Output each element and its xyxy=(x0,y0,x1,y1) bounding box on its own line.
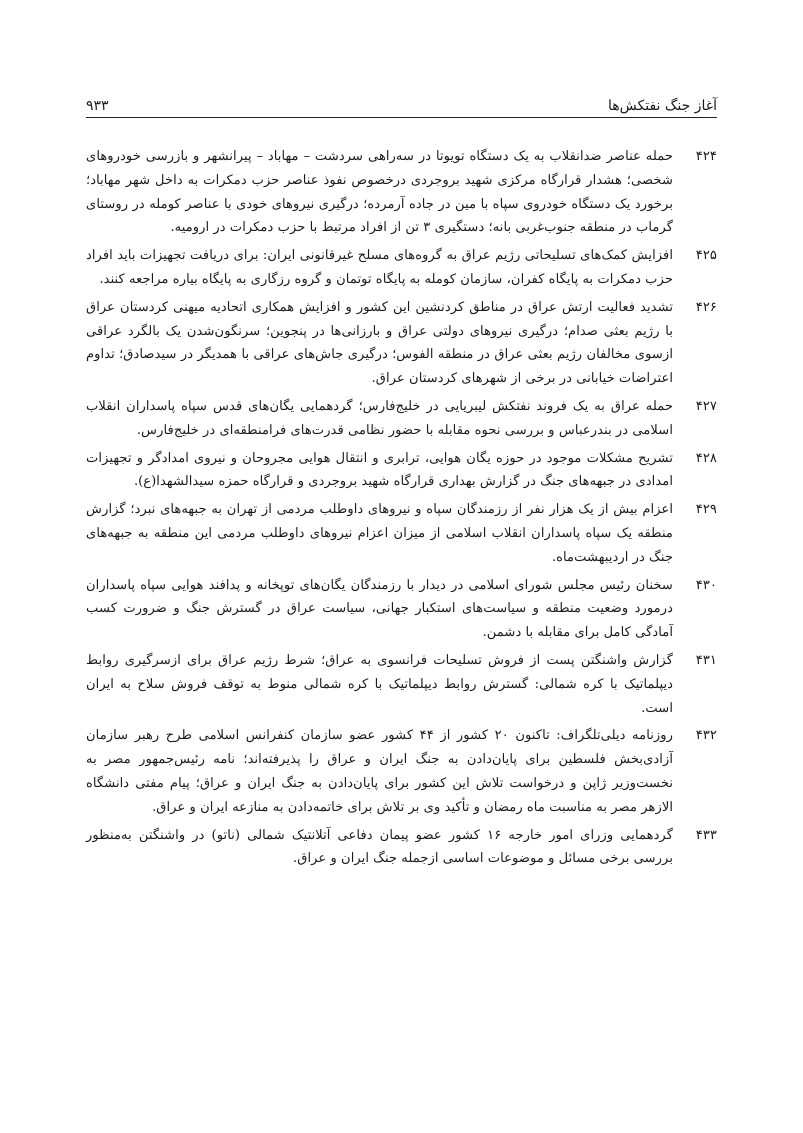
entry-text: حمله عراق به یک فروند نفتکش لیبریایی در خلیج‌فارس؛ گردهمایی یگان‌های قدس سپاه پاسداران انقلاب اسلامی در بندرعباس و بررسی نحوه مقابله با حضور نظامی قدرت‌های فرامنطقه‌ای در خلیج‌فارس. xyxy=(86,398,673,438)
entry-text: روزنامه دیلی‌تلگراف: تاکنون ۲۰ کشور از ۴۴ کشور عضو سازمان کنفرانس اسلامی طرح رهبر سازمان آزادی‌بخش فلسطین برای پایان‌دادن به جنگ ایران و عراق را پذیرفته‌اند؛ نامه رئیس‌جمهور مصر به نخست‌وزیر ژاپن و درخواست تلاش این کشور برای پایان‌دادن به جنگ ایران و عراق؛ پیام مفتی دانشگاه الازهر مصر به مناسبت ماه رمضان و تأکید وی بر تلاش برای خاتمه‌دادن به منازعه ایران و عراق. xyxy=(86,728,673,815)
entry-text: حمله عناصر ضدانقلاب به یک دستگاه تویوتا در سه‌راهی سردشت – مهاباد – پیرانشهر و بازرسی خودروهای شخصی؛ هشدار قرارگاه مرکزی شهید بروجردی درخصوص نفوذ عناصر حزب دمکرات به داخل شهر مهاباد؛ برخورد یک دستگاه خودروی سپاه با مین در جاده آرمرده؛ درگیری نیروهای خودی با عناصر کومله در روستای گرماب در منطقه جنوب‌غربی بانه؛ دستگیری ۳ تن از افراد مرتبط با حزب دمکرات در ارومیه. xyxy=(86,149,673,236)
chronology-entry xyxy=(86,296,717,391)
chronology-entry xyxy=(86,145,717,240)
entry-text: تشدید فعالیت ارتش عراق در مناطق کردنشین این کشور و افزایش همکاری اتحادیه میهنی کردستان عراق با رژیم بعثی صدام؛ درگیری نیروهای دولتی عراق و بارزانی‌ها در پنجوین؛ سرنگون‌شدن یک بالگرد عراقی ازسوی مخالفان رژیم بعثی عراق در منطقه الفوس؛ درگیری جاش‌های عراقی با همدیگر در سیدصادق؛ تداوم اعتراضات خیابانی در برخی از شهرهای کردستان عراق. xyxy=(86,299,673,387)
chronology-entry xyxy=(86,498,717,569)
entry-text: گردهمایی وزرای امور خارجه ۱۶ کشور عضو پیمان دفاعی آتلانتیک شمالی (ناتو) در واشنگتن به‌منظور بررسی برخی مسائل و موضوعات اساسی ازجمله جنگ ایران و عراق. xyxy=(86,827,673,867)
page-number: ۹۳۳ xyxy=(86,98,109,114)
chronology-entry xyxy=(86,395,717,443)
chronology-entry xyxy=(86,824,717,872)
entry-text: گزارش واشنگتن پست از فروش تسلیحات فرانسوی به عراق؛ شرط رژیم عراق برای ازسرگیری روابط دیپلماتیک با کره شمالی: گسترش روابط دیپلماتیک با کره شمالی منوط به توقف فروش سلاح به ایران است. xyxy=(86,652,673,716)
entry-text: سخنان رئیس مجلس شورای اسلامی در دیدار با رزمندگان یگان‌های توپخانه و پدافند هوایی سپاه پاسداران درمورد وضعیت منطقه و سیاست‌های استکبار جهانی، سیاست عراق در گسترش جنگ و ضرورت کسب آمادگی کامل برای مقابله با دشمن. xyxy=(86,577,673,641)
entry-number: ۴۲۵ xyxy=(695,248,717,264)
chapter-title: آغاز جنگ نفتکش‌ها xyxy=(608,98,717,114)
chronology-list xyxy=(86,145,717,875)
entry-number: ۴۲۹ xyxy=(695,502,717,518)
entry-number: ۴۳۲ xyxy=(695,728,717,744)
header-divider xyxy=(86,117,717,118)
entry-text: اعزام بیش از یک هزار نفر از رزمندگان سپاه و نیروهای داوطلب مردمی از تهران به جبهه‌های نبرد؛ گزارش منطقه یک سپاه پاسداران انقلاب اسلامی از میزان اعزام نیروهای داوطلب مردمی این منطقه به جبهه‌های جنگ در اردیبهشت‌ماه. xyxy=(86,502,673,565)
chronology-entry xyxy=(86,574,717,645)
chronology-entry xyxy=(86,447,717,495)
entry-number: ۴۳۳ xyxy=(695,827,717,843)
running-header xyxy=(86,88,717,114)
entry-number: ۴۳۰ xyxy=(695,577,717,593)
entry-number: ۴۲۴ xyxy=(695,149,717,164)
entry-number: ۴۳۱ xyxy=(695,652,717,668)
entry-text: افزایش کمک‌های تسلیحاتی رژیم عراق به گروه‌های مسلح غیرقانونی ایران: برای دریافت تجهیزات باید افراد حزب دمکرات به پایگاه کفران، سازمان کومله به پایگاه توتمان و گروه رزگاری به پایگاه بیاره مراجعه کنند. xyxy=(86,248,673,287)
entry-text: تشریح مشکلات موجود در حوزه یگان هوایی، ترابری و انتقال هوایی مجروحان و نیروی امدادگر و تجهیزات امدادی در جبهه‌های جنگ در گزارش بهداری قرارگاه شهید بروجردی و قرارگاه حمزه سیدالشهدا(ع). xyxy=(86,450,673,490)
entry-number: ۴۲۶ xyxy=(695,299,717,315)
chronology-entry xyxy=(86,724,717,819)
chronology-entry xyxy=(86,649,717,720)
chronology-entry xyxy=(86,244,717,292)
entry-number: ۴۲۸ xyxy=(695,450,717,466)
entry-number: ۴۲۷ xyxy=(695,398,717,414)
